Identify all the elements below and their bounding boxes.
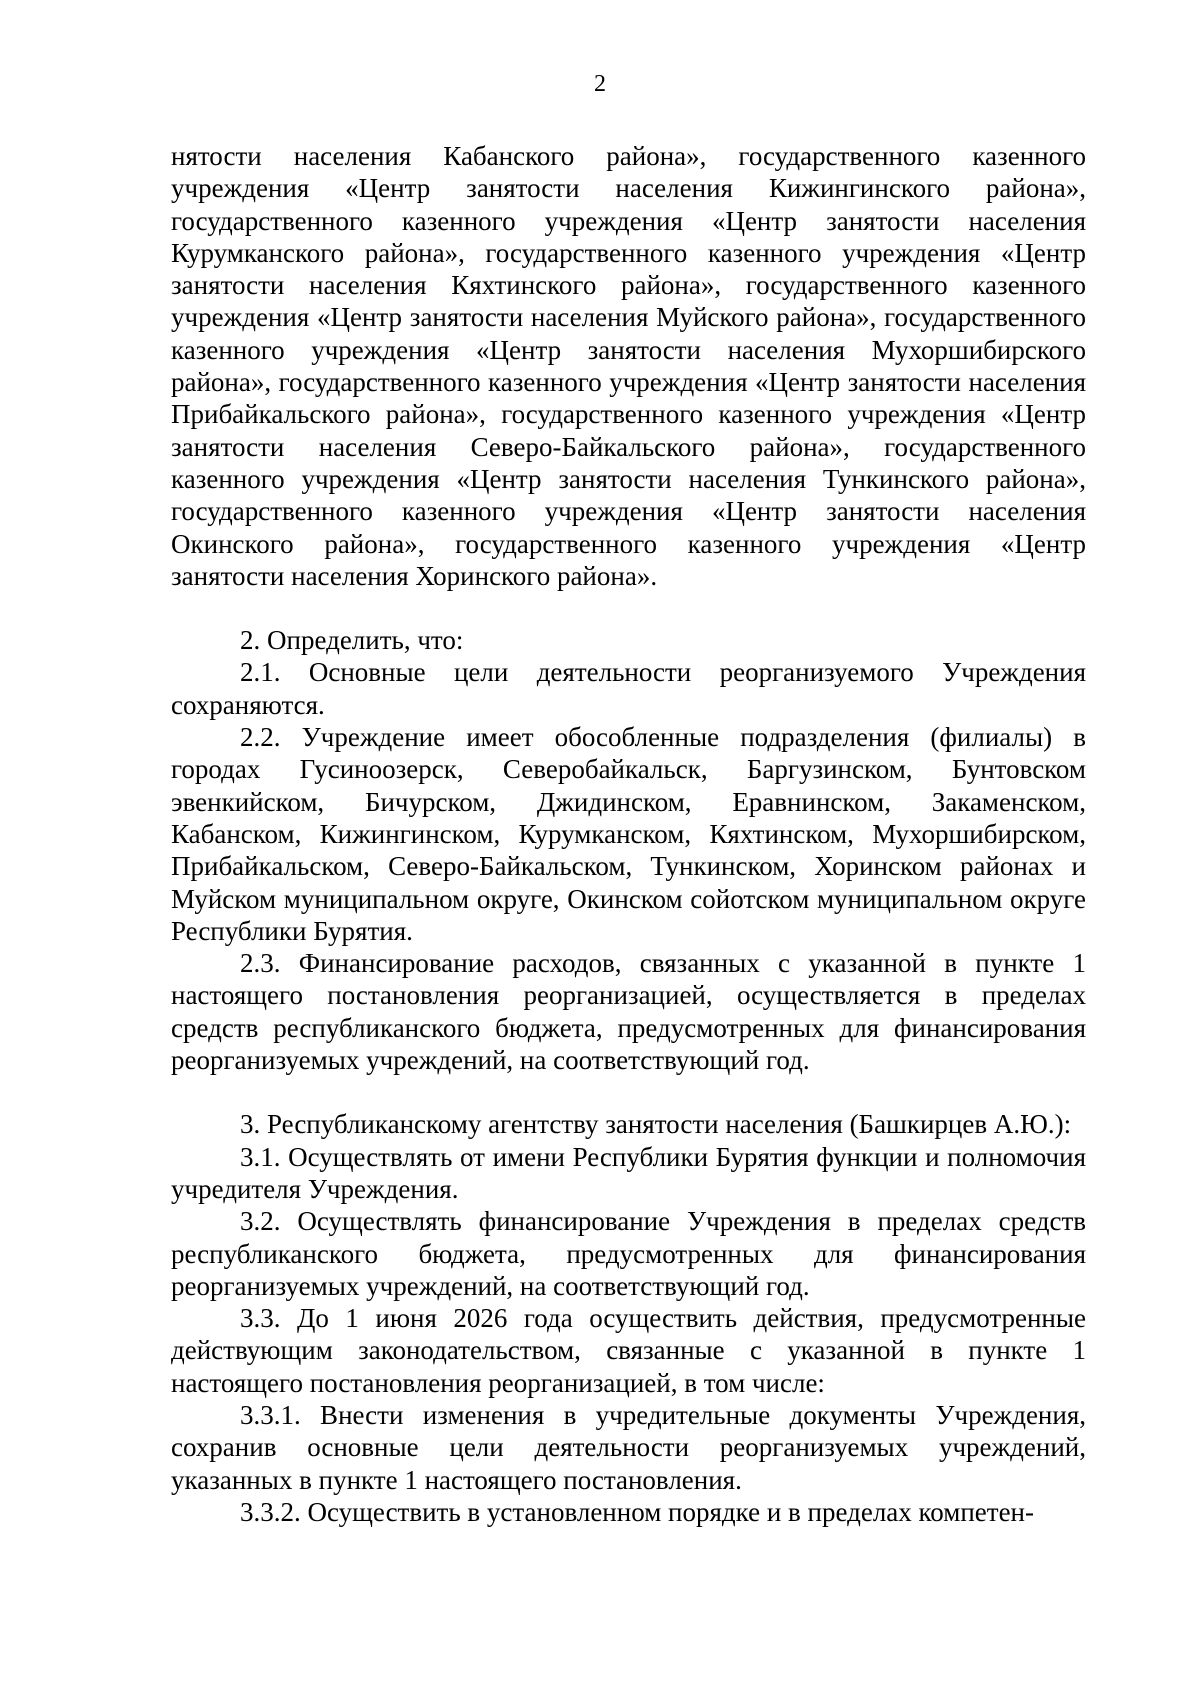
- paragraph-3-1: 3.1. Осуществлять от имени Республики Бурятия функции и полномочия учредителя Учреждения.: [171, 1141, 1086, 1204]
- paragraph-3-2: 3.2. Осуществлять финансирование Учреждения в пределах средств республиканского бюджета, предусмотренных для финансирования реорганизуемых учреждений, на соответствующий год.: [171, 1206, 1086, 1301]
- paragraph-3: 3. Республиканскому агентству занятости населения (Башкирцев А.Ю.):: [240, 1109, 1072, 1140]
- paragraph-2: 2. Определить, что:: [240, 625, 464, 656]
- paragraph-3-3-2: 3.3.2. Осуществить в установленном порядке и в пределах компетен-: [240, 1496, 1034, 1527]
- paragraph-continuation: нятости населения Кабанского района», государственного казенного учреждения «Центр занятости населения Кижингинского района», государственного казенного учреждения «Центр занятости населения Курумканского района», государственного казенного учреждения «Центр занятости населения Кяхтинского района», государственного казенного учреждения «Центр занятости населения Муйского района», государственного казенного учреждения «Центр занятости населения Мухоршибирского района», государственного казенного учреждения «Центр занятости населения Прибайкальского района», государственного казенного учреждения «Центр занятости населения Северо-Байкальского района», государственного казенного учреждения «Центр занятости населения Тункинского района», государственного казенного учреждения «Центр занятости населения Окинского района», государственного казенного учреждения «Центр занятости населения Хоринского района».: [171, 141, 1086, 591]
- paragraph-2-3: 2.3. Финансирование расходов, связанных с указанной в пункте 1 настоящего постановления реорганизацией, осуществляется в пределах средств республиканского бюджета, предусмотренных для финансирования реорганизуемых учреждений, на соответствующий год.: [171, 948, 1086, 1076]
- page-number: 2: [594, 71, 606, 97]
- paragraph-2-2: 2.2. Учреждение имеет обособленные подразделения (филиалы) в городах Гусиноозерск, Северобайкальск, Баргузинском, Бунтовском эвенкийском, Бичурском, Джидинском, Еравнинском, Закаменском, Кабанском, Кижингинском, Курумканском, Кяхтинском, Мухоршибирском, Прибайкальском, Северо-Байкальском, Тункинском, Хоринском районах и Муйском муниципальном округе, Окинском сойотском муниципальном округе Республики Бурятия.: [171, 722, 1086, 946]
- document-body: [171, 140, 1086, 1528]
- paragraph-2-1: 2.1. Основные цели деятельности реорганизуемого Учреждения сохраняются.: [171, 657, 1086, 720]
- paragraph-3-3-1: 3.3.1. Внести изменения в учредительные документы Учреждения, сохранив основные цели деятельности реорганизуемых учреждений, указанных в пункте 1 настоящего постановления.: [171, 1399, 1086, 1495]
- paragraph-3-3: 3.3. До 1 июня 2026 года осуществить действия, предусмотренные действующим законодательством, связанные с указанной в пункте 1 настоящего постановления реорганизацией, в том числе:: [171, 1303, 1086, 1398]
